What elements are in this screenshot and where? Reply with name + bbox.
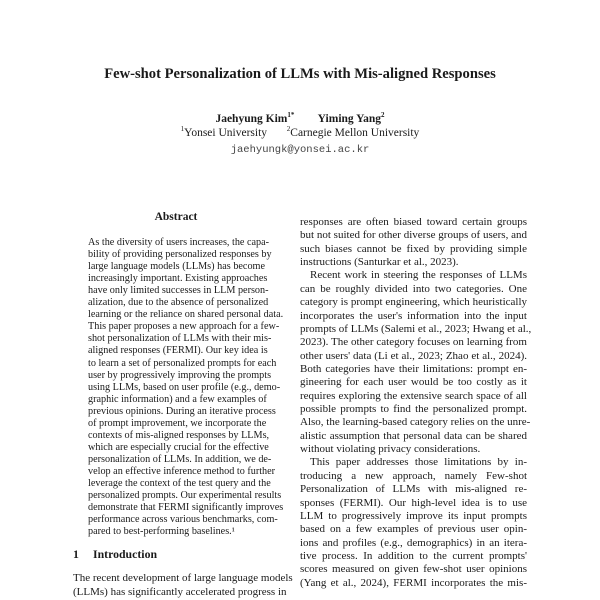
section-heading-introduction <box>73 547 157 562</box>
text-line: user by progressively improving the prompts <box>88 369 272 381</box>
text-line: graphic information) and a few examples of <box>88 393 267 405</box>
text-line: such biases cannot be fixed by providing simple <box>300 242 527 255</box>
text-line: using LLMs, based on user profile (e.g., demo- <box>88 381 281 393</box>
section-number: 1 <box>73 547 79 561</box>
author-name: Jaehyung Kim <box>215 113 288 125</box>
text-line: aligned responses (FERMI). Our key idea is <box>88 345 268 357</box>
text-line: As the diversity of users increases, the capa- <box>88 237 270 248</box>
text-line: (Yang et al., 2024), FERMI incorporates the mis- <box>300 576 527 589</box>
affiliation-mark: 1 <box>180 125 185 133</box>
text-line: (LLMs) has significantly accelerated progress in <box>73 586 287 598</box>
text-line: have only limited successes in LLM person- <box>88 285 269 297</box>
abstract-heading: Abstract <box>154 211 198 223</box>
text-line: shot personalization of LLMs with their mis- <box>88 333 272 345</box>
author-email: jaehyungk@yonsei.ac.kr <box>230 144 370 156</box>
text-line: Recent work in steering the responses of LLMs <box>310 269 527 282</box>
text-line: bility of providing personalized responses by <box>88 249 272 261</box>
text-line: large language models (LLMs) has become <box>88 261 265 273</box>
text-line: responses are often biased toward certain groups <box>300 216 527 228</box>
text-line: alistic assumption that personal data can be shared <box>300 429 527 442</box>
author-mark: 1* <box>287 111 295 119</box>
affiliation-name: Carnegie Mellon University <box>290 127 420 139</box>
text-line: performance across various benchmarks, com- <box>88 514 278 526</box>
text-line: This paper proposes a new approach for a few- <box>88 321 280 333</box>
text-line: without violating privacy considerations. <box>300 443 481 456</box>
text-line: possible prompts to find the personalized prompt. <box>300 403 527 416</box>
text-line: This paper addresses those limitations by in- <box>310 456 527 469</box>
text-line: contexts of mis-aligned responses by LLMs, <box>88 429 270 441</box>
text-line: to learn a set of personalized prompts for each <box>88 357 277 369</box>
text-line: velop an effective inference method to further <box>88 465 276 477</box>
author-list <box>0 113 600 125</box>
affiliation-name: Yonsei University <box>184 127 268 139</box>
text-line: leverage the context of the test query and the <box>88 478 271 489</box>
text-line: ions and profiles (e.g., demographics) in an itera- <box>300 536 527 549</box>
text-line: Both categories have their limitations: prompt en- <box>300 362 527 375</box>
text-line: demonstrate that FERMI significantly improves <box>88 502 284 514</box>
text-line: based on a few examples of previous user opin- <box>300 523 527 536</box>
section-title: Introduction <box>93 547 158 561</box>
affiliation-list <box>0 127 600 139</box>
text-line: other users' data (Li et al., 2023; Zhao et al., 2024). <box>300 349 527 362</box>
text-line: learning or the reliance on shared personal data. <box>88 309 284 321</box>
text-line: requires exploring the extensive search space of all <box>300 389 527 402</box>
text-line: tive process. In addition to the current prompts' <box>300 550 527 562</box>
text-line: troducing a new approach, namely Few-shot <box>300 469 527 482</box>
text-line: incorporates the user's information into the input <box>300 309 527 322</box>
text-line: pared to best-performing baselines.¹ <box>88 526 235 538</box>
text-line: previous opinions. During an iterative process <box>88 405 276 417</box>
text-line: which are especially crucial for the effective <box>88 441 269 453</box>
text-line: The recent development of large language models <box>73 572 293 584</box>
text-line: but not suited for other diverse groups of users, and <box>300 229 527 242</box>
author-name: Yiming Yang <box>317 113 382 125</box>
text-line: prompts of LLMs (Salemi et al., 2023; Hwang et al., <box>300 322 532 335</box>
text-line: alization, due to the absence of personalized <box>88 297 269 309</box>
text-line: can be roughly divided into two categories. One <box>300 282 527 295</box>
text-line: personalization of LLMs. In addition, we de- <box>88 453 272 465</box>
text-line: sponses (FERMI). Our high-level idea is to use <box>300 496 527 509</box>
text-line: category is prompt engineering, which heuristically <box>300 296 527 309</box>
paper-title: Few-shot Personalization of LLMs with Mis-aligned Responses <box>104 66 496 82</box>
affiliation-mark: 2 <box>286 125 291 133</box>
text-line: Personalization of LLMs with mis-aligned re- <box>300 483 527 496</box>
text-line: personalized prompts. Our experimental results <box>88 490 282 502</box>
text-line: 2023). The other category focuses on learning from <box>300 336 527 349</box>
text-line: of prompt improvement, we incorporate the <box>88 417 267 429</box>
text-line: scores measured on given few-shot user opinions <box>300 563 527 576</box>
text-line: LLM to progressively improve its input prompts <box>300 509 527 522</box>
text-line: Also, the learning-based category relies on the unre- <box>300 416 531 429</box>
text-line: instructions (Santurkar et al., 2023). <box>300 256 459 269</box>
text-line: increasingly important. Existing approaches <box>88 273 268 285</box>
text-line: gineering for each user would be too costly as it <box>300 376 527 389</box>
author-mark: 2 <box>381 111 385 119</box>
